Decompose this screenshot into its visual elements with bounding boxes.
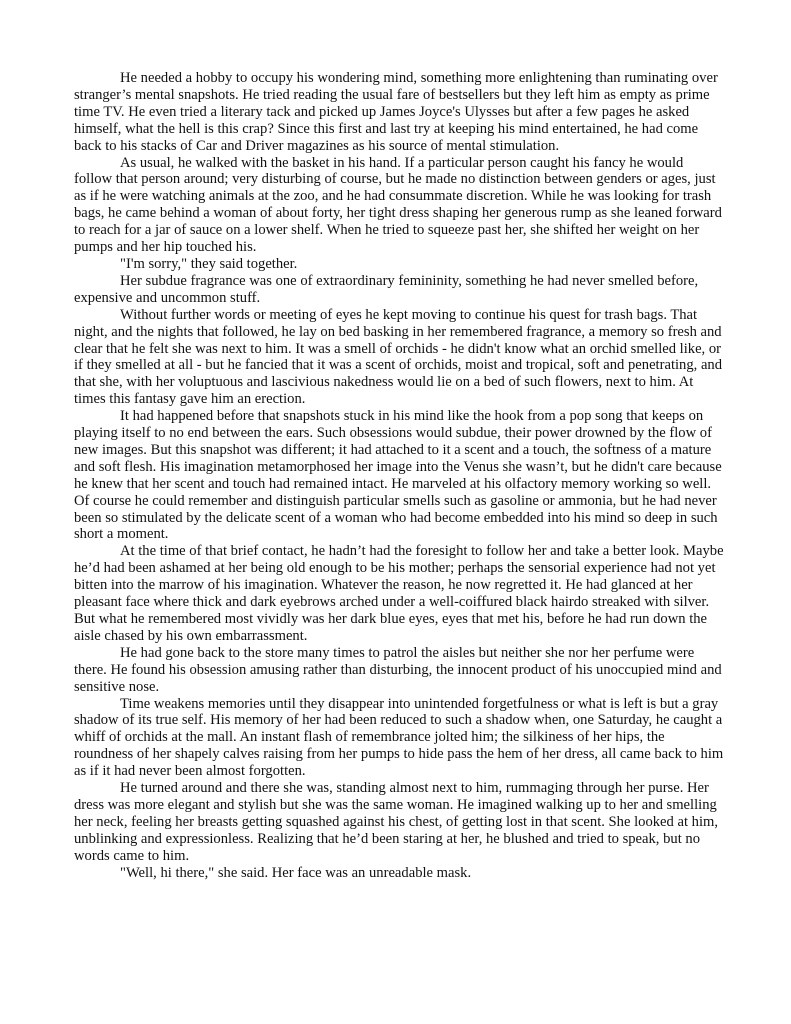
paragraph: Time weakens memories until they disappear into unintended forgetfulness or what is left is but a gray shadow of its true self. His memory of her had been reduced to such a shadow when, one Saturday, he caught a whiff of orchids at the mall. An instant flash of remembrance jolted him; the silkiness of her hips, the roundness of her shapely calves raising from her pumps to hide pass the hem of her dress, all came back to him as if it had never been almost forgotten. — [74, 695, 724, 780]
paragraph: As usual, he walked with the basket in his hand. If a particular person caught his fancy he would follow that person around; very disturbing of course, but he made no distinction between genders or ages, just as if he were watching animals at the zoo, and he had consummate discretion. While he was looking for trash bags, he came behind a woman of about forty, her tight dress shaping her generous rump as she leaned forward to reach for a jar of sauce on a lower shelf. When he tried to squeeze past her, she shifted her weight on her pumps and her hip touched his. — [74, 154, 722, 256]
paragraph: He needed a hobby to occupy his wondering mind, something more enlightening than ruminating over stranger’s mental snapshots. He tried reading the usual fare of bestsellers but they left him as empty as prime time TV. He even tried a literary tack and picked up James Joyce's Ulysses but after a few pages he asked himself, what the hell is this crap? Since this first and last try at keeping his mind entertained, he had come back to his stacks of Car and Driver magazines as his source of mental stimulation. — [74, 70, 718, 154]
paragraph: He turned around and there she was, standing almost next to him, rummaging through her purse. Her dress was more elegant and stylish but she was the same woman. He imagined walking up to her and smelling her neck, feeling her breasts getting squashed against his chest, of getting lost in that scent. She looked at him, unblinking and expressionless. Realizing that he’d been staring at her, he blushed and tried to speak, but no words came to him. — [74, 780, 718, 864]
paragraph: Without further words or meeting of eyes he kept moving to continue his quest for trash bags. That night, and the nights that followed, he lay on bed basking in her remembered fragrance, a memory so fresh and clear that he felt she was next to him. It was a smell of orchids - he didn't know what an orchid smelled like, or if they smelled at all - but he fancied that it was a scent of orchids, moist and tropical, soft and penetrating, and that she, with her voluptuous and lascivious nakedness would lie on a bed of such flowers, next to him. At times this fantasy gave him an erection. — [74, 306, 723, 408]
paragraph: At the time of that brief contact, he hadn’t had the foresight to follow her and take a better look. Maybe he’d had been ashamed at her being old enough to be his mother; perhaps the sensorial experience had not yet bitten into the marrow of his imagination. Whatever the reason, he now regretted it. He had glanced at her pleasant face where thick and dark eyebrows arched under a well-coiffured black hairdo streaked with silver. But what he remembered most vividly was her dark blue eyes, eyes that met his, before he had run down the aisle chased by his own embarrassment. — [74, 543, 724, 644]
paragraph: Her subdue fragrance was one of extraordinary femininity, something he had never smelled before, expensive and uncommon stuff. — [74, 272, 699, 306]
paragraph: "I'm sorry," they said together. — [120, 255, 298, 272]
paragraph: It had happened before that snapshots stuck in his mind like the hook from a pop song that keeps on playing itself to no end between the ears. Such obsessions would subdue, their power drowned by the flow of new images. But this snapshot was different; it had attached to it a scent and a touch, the softness of a mature and soft flesh. His imagination metamorphosed her image into the Venus she wasn’t, but he didn't care because he knew that her scent and touch had remained intact. He marveled at his olfactory memory working so well. Of course he could remember and distinguish particular smells such as gasoline or ammonia, but he had never been so stimulated by the delicate scent of a woman who had become embedded into his mind so deep in such short a moment. — [74, 408, 722, 543]
paragraph: He had gone back to the store many times to patrol the aisles but neither she nor her perfume were there. He found his obsession amusing rather than disturbing, the innocent product of his unoccupied mind and sensitive nose. — [74, 644, 722, 695]
paragraph: "Well, hi there," she said. Her face was an unreadable mask. — [120, 864, 472, 881]
document-page — [74, 70, 724, 882]
